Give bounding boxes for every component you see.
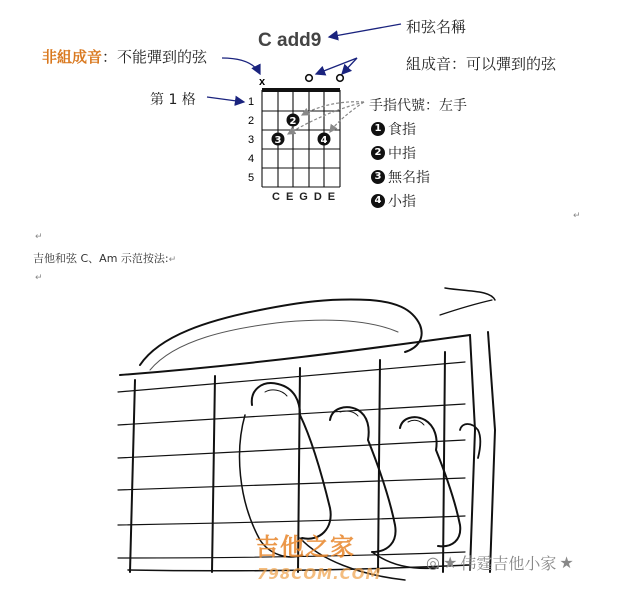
star-icon: ★	[559, 553, 574, 572]
fingering-arrow	[288, 102, 364, 134]
site-url-watermark: 798COM.COM	[257, 565, 382, 583]
finger-name: 食指	[388, 122, 416, 138]
star-icon: ★	[442, 553, 458, 572]
mute-mark: x	[258, 76, 266, 88]
chat-icon: ◎	[426, 553, 440, 572]
fret-number: 2	[247, 115, 255, 127]
first-fret-label: 第 1 格	[150, 92, 196, 108]
chord-title: C add9	[258, 30, 322, 51]
open-string-mark-e	[337, 75, 344, 82]
account-watermark	[426, 551, 574, 574]
fret-number: 1	[247, 96, 255, 108]
non-chord-arrow	[222, 58, 260, 74]
finger-legend-item	[371, 167, 430, 187]
finger-legend-item	[371, 119, 416, 139]
finger-name: 中指	[388, 146, 416, 162]
finger-badge: 3	[371, 170, 385, 184]
string-note-names: CEGDE	[272, 191, 342, 203]
chord-tone-arrow-1	[316, 58, 357, 74]
finger-badge: 2	[371, 146, 385, 160]
fingering-title: 手指代號：左手	[369, 98, 467, 114]
chord-tone-label: 組成音：可以彈到的弦	[406, 55, 557, 73]
finger-name: 無名指	[388, 170, 430, 186]
non-chord-tone-key: 非組成音	[42, 48, 103, 66]
frets	[262, 111, 340, 187]
fret-number: 3	[247, 134, 255, 146]
chord-name-arrow	[329, 24, 401, 37]
first-fret-arrow	[207, 97, 244, 102]
finger-dot-4	[318, 133, 331, 147]
chord-name-label: 和弦名稱	[406, 18, 467, 36]
finger-name: 小指	[388, 194, 416, 210]
finger-badge: 1	[371, 122, 385, 136]
finger-dot-2	[287, 114, 300, 128]
non-chord-tone-desc: ：不能彈到的弦	[102, 48, 208, 66]
account-name: 伟霆吉他小家	[460, 554, 557, 573]
svg-text:2: 2	[289, 116, 297, 127]
fret-number: 4	[247, 153, 255, 165]
svg-text:4: 4	[320, 135, 328, 146]
paragraph-mark: ↵	[168, 255, 177, 265]
fret-number: 5	[247, 172, 255, 184]
svg-text:3: 3	[274, 135, 282, 146]
open-string-mark-g	[306, 75, 313, 82]
chord-diagram	[0, 0, 639, 215]
caption-label: 吉他和弦 C、Am 示范按法:	[33, 252, 169, 265]
paragraph-mark: ↵	[35, 232, 43, 242]
nut	[262, 88, 340, 92]
site-watermark: 吉他之家	[255, 533, 355, 561]
caption-text	[33, 250, 176, 266]
finger-badge: 4	[371, 194, 385, 208]
finger-legend-item	[371, 191, 416, 211]
finger-dot-3	[272, 133, 285, 147]
finger-legend-item	[371, 143, 416, 163]
paragraph-mark: ↵	[573, 211, 581, 221]
paragraph-mark: ↵	[35, 273, 43, 283]
